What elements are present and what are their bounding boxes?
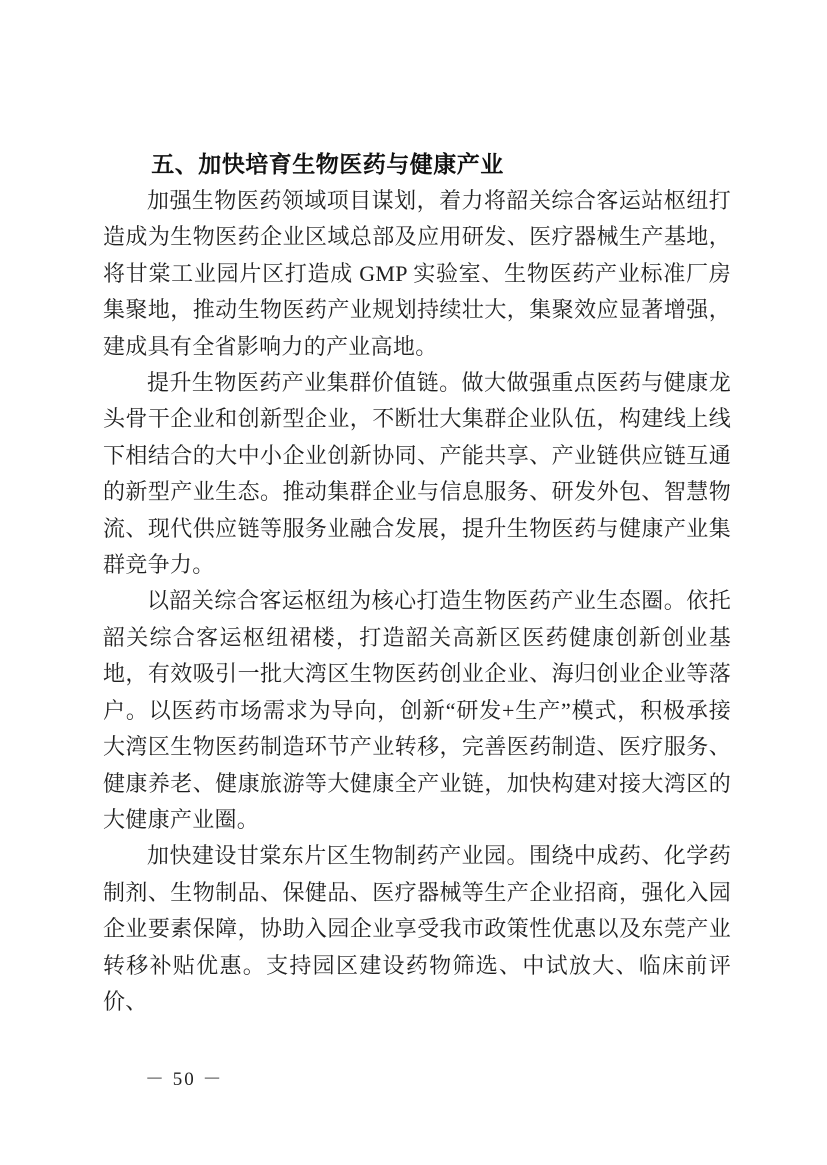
paragraph-4: 加快建设甘棠东片区生物制药产业园。围绕中成药、化学药制剂、生物制品、保健品、医疗器械等生产企业招商，强化入园企业要素保障，协助入园企业享受我市政策性优惠以及东莞产业转移补贴优惠。支持园区建设药物筛选、中试放大、临床前评价、 bbox=[103, 843, 731, 1014]
section-title: 五、加快培育生物医药与健康产业 bbox=[151, 151, 504, 177]
paragraph-3: 以韶关综合客运枢纽为核心打造生物医药产业生态圈。依托韶关综合客运枢纽裙楼，打造韶关高新区医药健康创新创业基地，有效吸引一批大湾区生物医药创业企业、海归创业企业等落户。以医药市场需求为导向，创新“研发+生产”模式，积极承接大湾区生物医药制造环节产业转移，完善医药制造、医疗服务、健康养老、健康旅游等大健康全产业链，加快构建对接大湾区的大健康产业圈。 bbox=[103, 588, 731, 832]
document-content bbox=[103, 146, 731, 1020]
paragraph-1: 加强生物医药领域项目谋划，着力将韶关综合客运站枢纽打造成为生物医药企业区域总部及应用研发、医疗器械生产基地，将甘棠工业园片区打造成 GMP 实验室、生物医药产业标准厂房集聚地，推动生物医药产业规划持续壮大，集聚效应显著增强，建成具有全省影响力的产业高地。 bbox=[103, 188, 731, 359]
page-number: － 50 － bbox=[145, 1069, 224, 1090]
paragraph-2: 提升生物医药产业集群价值链。做大做强重点医药与健康龙头骨干企业和创新型企业，不断壮大集群企业队伍，构建线上线下相结合的大中小企业创新协同、产能共享、产业链供应链互通的新型产业生态。推动集群企业与信息服务、研发外包、智慧物流、现代供应链等服务业融合发展，提升生物医药与健康产业集群竞争力。 bbox=[103, 370, 731, 578]
